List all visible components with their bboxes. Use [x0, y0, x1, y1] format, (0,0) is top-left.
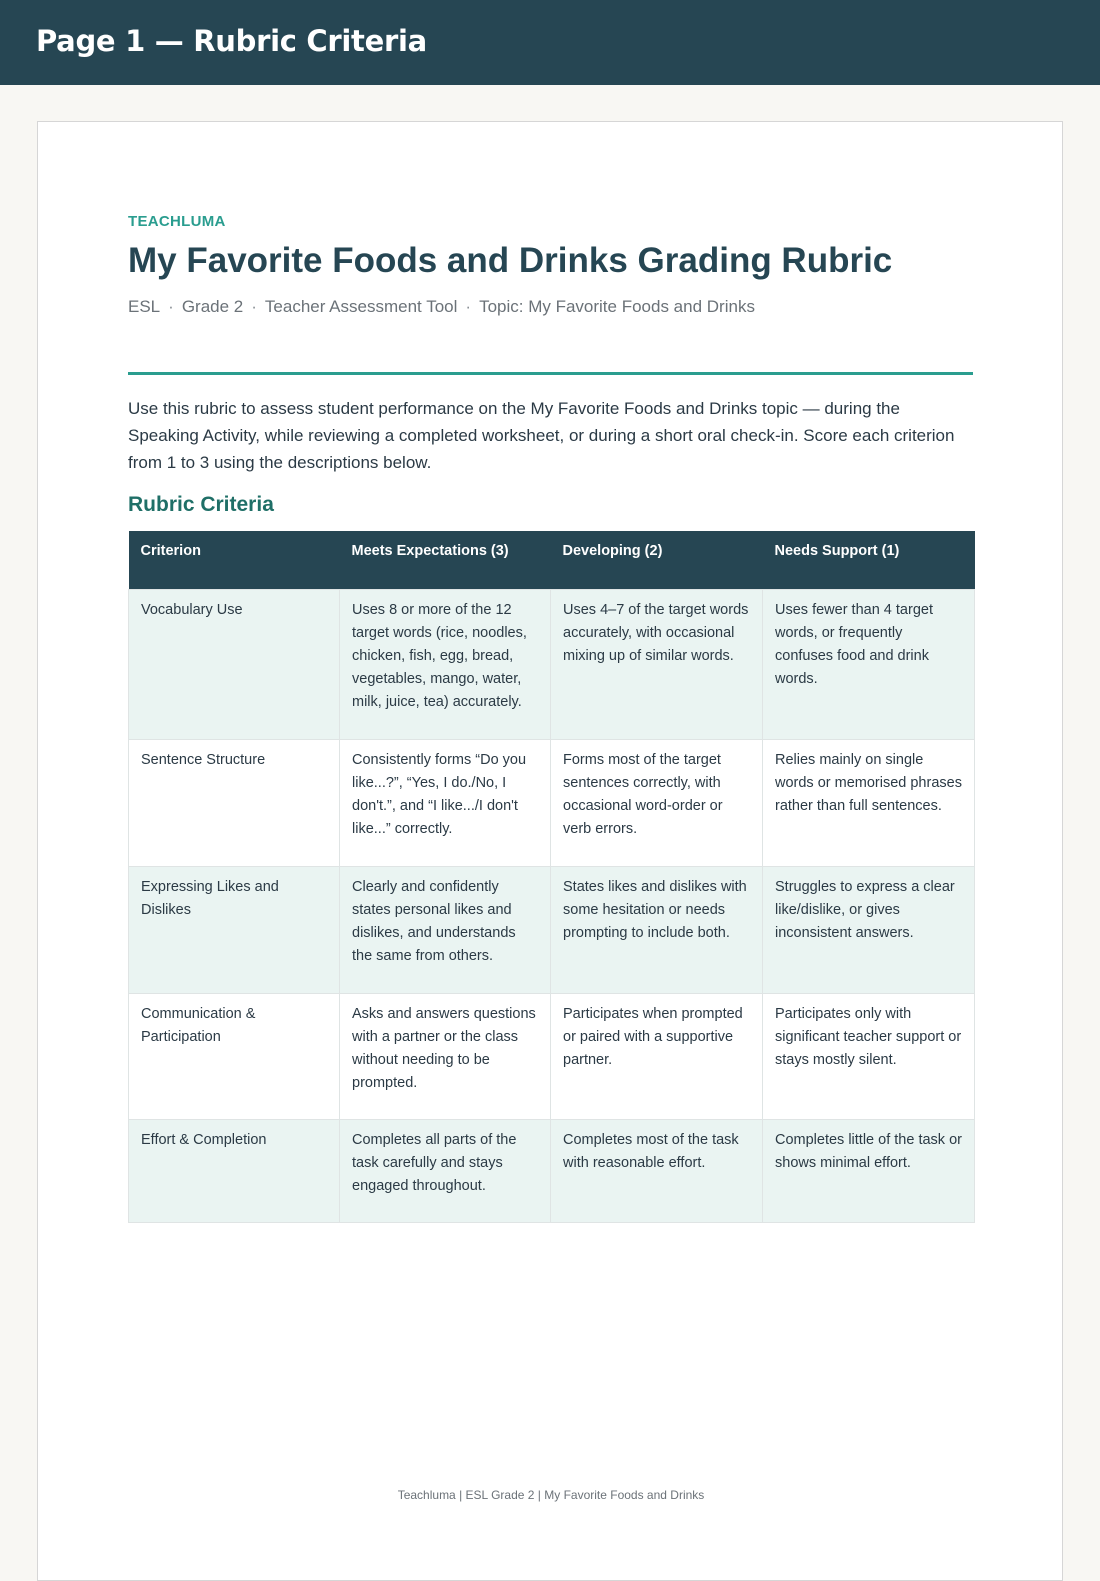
- needs-support-cell: Completes little of the task or shows minimal effort.: [763, 1119, 975, 1222]
- column-header-developing: Developing (2): [551, 531, 763, 589]
- table-row: [129, 739, 975, 866]
- meets-cell: Consistently forms “Do you like...?”, “Yes, I do./No, I don't.”, and “I like.../I don't like...” correctly.: [340, 739, 551, 866]
- meets-cell: Asks and answers questions with a partner or the class without needing to be prompted.: [340, 993, 551, 1119]
- column-header-needs-support: Needs Support (1): [763, 531, 975, 589]
- developing-cell: Uses 4–7 of the target words accurately, with occasional mixing up of similar words.: [551, 589, 763, 739]
- table-row: [129, 1119, 975, 1222]
- divider: [128, 372, 973, 375]
- meta-separator: ·: [251, 297, 257, 316]
- meta-separator: ·: [168, 297, 174, 316]
- intro-paragraph: Use this rubric to assess student performance on the My Favorite Foods and Drinks topic — during the Speaking Activity, while reviewing a completed worksheet, or during a short oral check-in. Score each criterion from 1 to 3 using the descriptions below.: [128, 399, 955, 472]
- criterion-cell: Vocabulary Use: [129, 589, 340, 739]
- developing-cell: Forms most of the target sentences correctly, with occasional word-order or verb errors.: [551, 739, 763, 866]
- developing-cell: States likes and dislikes with some hesitation or needs prompting to include both.: [551, 866, 763, 993]
- developing-cell: Participates when prompted or paired with a supportive partner.: [551, 993, 763, 1119]
- page-heading: Page 1 — Rubric Criteria: [36, 24, 427, 58]
- criterion-cell: Sentence Structure: [129, 739, 340, 866]
- column-header-criterion: Criterion: [129, 531, 340, 589]
- page-footer: Teachluma | ESL Grade 2 | My Favorite Foods and Drinks: [397, 1488, 705, 1502]
- top-bar: [0, 0, 1100, 85]
- table-row: [129, 993, 975, 1119]
- meta-grade: Grade 2: [181, 297, 244, 316]
- column-header-meets: Meets Expectations (3): [340, 531, 551, 589]
- table-row: [129, 866, 975, 993]
- meets-cell: Completes all parts of the task carefully and stays engaged throughout.: [340, 1119, 551, 1222]
- needs-support-cell: Relies mainly on single words or memorised phrases rather than full sentences.: [763, 739, 975, 866]
- brand-label: TEACHLUMA: [128, 213, 226, 230]
- needs-support-cell: Struggles to express a clear like/dislike, or gives inconsistent answers.: [763, 866, 975, 993]
- document-meta: [128, 297, 755, 317]
- meets-cell: Uses 8 or more of the 12 target words (rice, noodles, chicken, fish, egg, bread, vegetables, mango, water, milk, juice, tea) accurately.: [340, 589, 551, 739]
- meets-cell: Clearly and confidently states personal likes and dislikes, and understands the same from others.: [340, 866, 551, 993]
- criterion-cell: Expressing Likes and Dislikes: [129, 866, 340, 993]
- table-row: [129, 589, 975, 739]
- table-header-row: [129, 531, 975, 589]
- rubric-table: [128, 531, 975, 1223]
- section-title: Rubric Criteria: [128, 493, 274, 516]
- document-title: My Favorite Foods and Drinks Grading Rubric: [128, 241, 893, 280]
- document-page: [37, 121, 1063, 1581]
- meta-topic: Topic: My Favorite Foods and Drinks: [479, 297, 755, 316]
- criterion-cell: Effort & Completion: [129, 1119, 340, 1222]
- meta-tool: Teacher Assessment Tool: [264, 297, 458, 316]
- criterion-cell: Communication & Participation: [129, 993, 340, 1119]
- needs-support-cell: Participates only with significant teacher support or stays mostly silent.: [763, 993, 975, 1119]
- needs-support-cell: Uses fewer than 4 target words, or frequently confuses food and drink words.: [763, 589, 975, 739]
- meta-subject: ESL: [128, 297, 161, 316]
- meta-separator: ·: [465, 297, 472, 316]
- developing-cell: Completes most of the task with reasonable effort.: [551, 1119, 763, 1222]
